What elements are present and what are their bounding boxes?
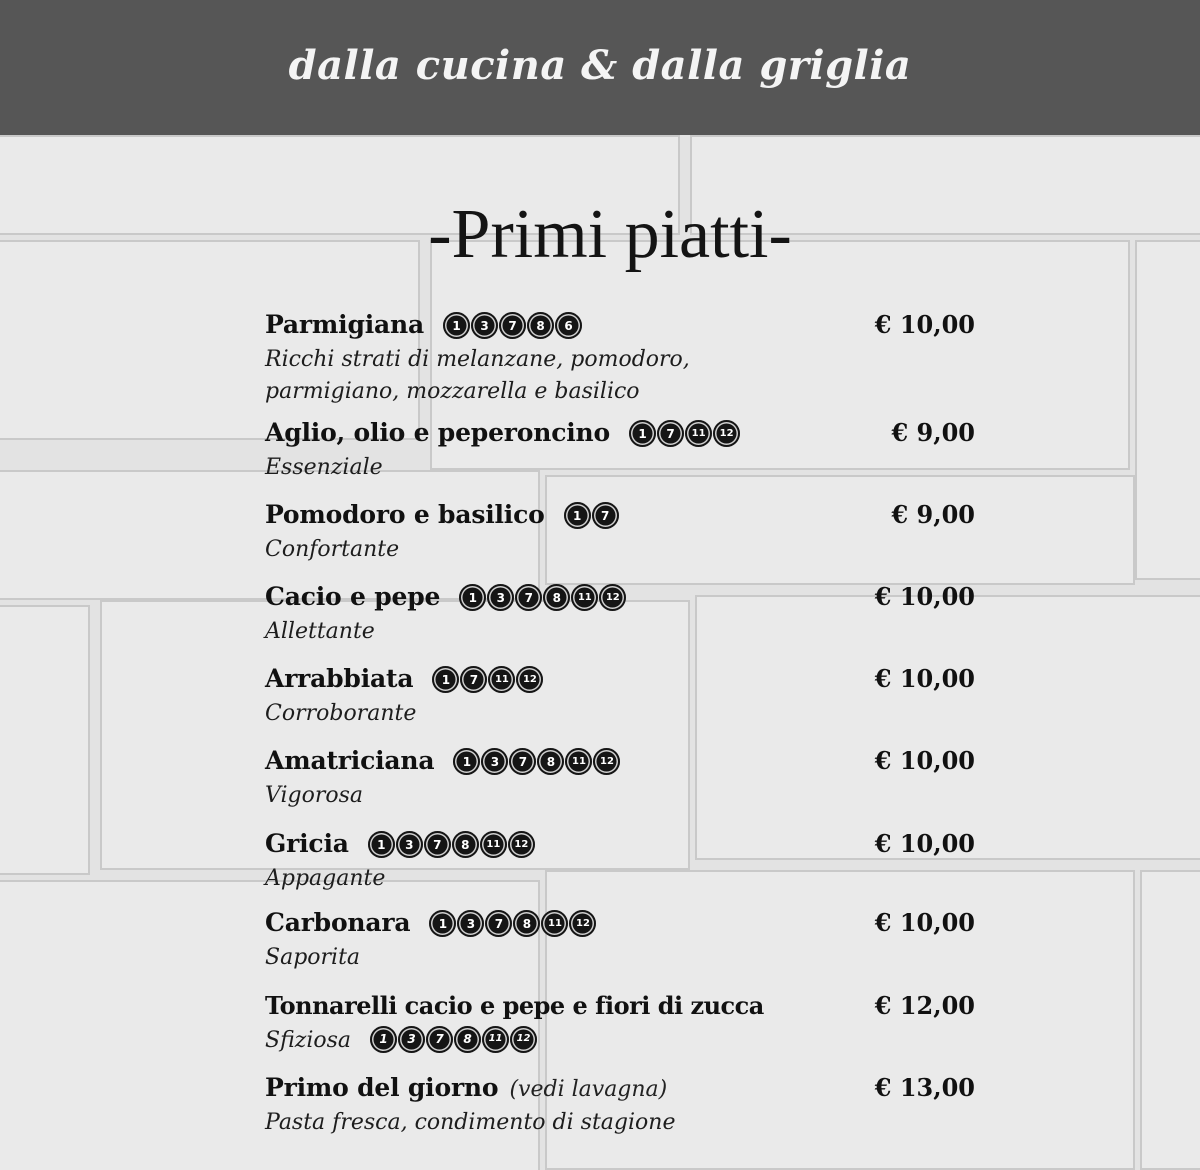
allergen-badge: 12 — [599, 584, 626, 611]
allergen-badge: 8 — [452, 831, 479, 858]
allergen-badge: 7 — [515, 584, 542, 611]
allergen-badge: 1 — [443, 312, 470, 339]
allergen-badge: 12 — [516, 666, 543, 693]
item-price: € 12,00 — [874, 991, 975, 1020]
allergen-badges — [459, 584, 626, 611]
allergen-badge: 7 — [426, 1026, 453, 1053]
allergen-badge: 7 — [485, 910, 512, 937]
item-name: Carbonara — [265, 908, 411, 937]
menu-item — [265, 310, 985, 408]
item-description: Corroborante — [265, 701, 417, 726]
allergen-badge: 12 — [508, 831, 535, 858]
allergen-badges — [368, 831, 535, 858]
allergen-badge: 1 — [564, 502, 591, 529]
allergen-badge: 12 — [713, 420, 740, 447]
menu-item — [265, 500, 985, 566]
allergen-badges — [370, 1026, 537, 1053]
allergen-badge: 11 — [480, 831, 507, 858]
item-name: Pomodoro e basilico — [265, 500, 545, 529]
item-price: € 10,00 — [874, 582, 975, 611]
allergen-badge: 8 — [527, 312, 554, 339]
item-price: € 10,00 — [874, 908, 975, 937]
menu-item — [265, 582, 985, 648]
item-description: Saporita — [265, 945, 361, 970]
header-title: dalla cucina & dalla griglia — [288, 42, 912, 89]
allergen-badge: 12 — [569, 910, 596, 937]
item-name: Arrabbiata — [265, 664, 414, 693]
item-description: Allettante — [265, 619, 375, 644]
allergen-badge: 7 — [499, 312, 526, 339]
allergen-badge: 1 — [429, 910, 456, 937]
menu-item — [265, 418, 985, 484]
allergen-badge: 1 — [629, 420, 656, 447]
allergen-badge: 7 — [424, 831, 451, 858]
menu-item — [265, 664, 985, 730]
allergen-badge: 3 — [471, 312, 498, 339]
item-price: € 9,00 — [891, 418, 975, 447]
item-note: (vedi lavagna) — [509, 1077, 668, 1102]
menu-item — [265, 1073, 985, 1139]
item-description: Essenziale — [265, 455, 383, 480]
allergen-badge: 8 — [543, 584, 570, 611]
allergen-badge: 3 — [481, 748, 508, 775]
allergen-badge: 3 — [396, 831, 423, 858]
allergen-badge: 3 — [398, 1026, 425, 1053]
allergen-badge: 1 — [432, 666, 459, 693]
allergen-badges — [432, 666, 543, 693]
allergen-badge: 11 — [565, 748, 592, 775]
item-price: € 10,00 — [874, 829, 975, 858]
allergen-badge: 11 — [541, 910, 568, 937]
item-description: Pasta fresca, condimento di stagione — [265, 1110, 676, 1135]
item-description: Ricchi strati di melanzane, pomodoro, — [265, 347, 690, 372]
allergen-badges — [564, 502, 619, 529]
item-description-row — [265, 1025, 985, 1057]
section-title: -Primi piatti- — [428, 196, 792, 273]
item-price: € 10,00 — [874, 664, 975, 693]
item-name: Gricia — [265, 829, 349, 858]
allergen-badges — [429, 910, 596, 937]
allergen-badge: 8 — [537, 748, 564, 775]
allergen-badge: 8 — [513, 910, 540, 937]
item-price: € 13,00 — [874, 1073, 975, 1102]
allergen-badge: 3 — [457, 910, 484, 937]
item-description: parmigiano, mozzarella e basilico — [265, 379, 640, 404]
allergen-badge: 1 — [370, 1026, 397, 1053]
item-name: Tonnarelli cacio e pepe e fiori di zucca — [265, 991, 764, 1020]
allergen-badges — [453, 748, 620, 775]
allergen-badges — [443, 312, 582, 339]
allergen-badge: 1 — [368, 831, 395, 858]
item-price: € 10,00 — [874, 310, 975, 339]
menu-item — [265, 908, 985, 974]
item-price: € 9,00 — [891, 500, 975, 529]
item-description: Confortante — [265, 537, 400, 562]
allergen-badge: 7 — [592, 502, 619, 529]
item-description: Sfiziosa — [265, 1028, 352, 1053]
item-description: Vigorosa — [265, 783, 364, 808]
header-banner — [0, 0, 1200, 135]
allergen-badge: 11 — [482, 1026, 509, 1053]
allergen-badge: 1 — [459, 584, 486, 611]
allergen-badges — [629, 420, 740, 447]
item-description: Appagante — [265, 866, 386, 891]
allergen-badge: 6 — [555, 312, 582, 339]
allergen-badge: 8 — [454, 1026, 481, 1053]
item-name: Amatriciana — [265, 746, 435, 775]
item-name: Cacio e pepe — [265, 582, 441, 611]
allergen-badge: 3 — [487, 584, 514, 611]
allergen-badge: 11 — [488, 666, 515, 693]
item-name: Primo del giorno — [265, 1073, 499, 1102]
allergen-badge: 7 — [657, 420, 684, 447]
item-price: € 10,00 — [874, 746, 975, 775]
allergen-badge: 7 — [460, 666, 487, 693]
allergen-badge: 12 — [593, 748, 620, 775]
allergen-badge: 11 — [571, 584, 598, 611]
item-name: Aglio, olio e peperoncino — [265, 418, 610, 447]
item-name: Parmigiana — [265, 310, 424, 339]
allergen-badge: 12 — [510, 1026, 537, 1053]
allergen-badge: 1 — [453, 748, 480, 775]
allergen-badge: 11 — [685, 420, 712, 447]
allergen-badge: 7 — [509, 748, 536, 775]
menu-item — [265, 746, 985, 812]
menu-item — [265, 829, 985, 895]
menu-item — [265, 991, 985, 1057]
